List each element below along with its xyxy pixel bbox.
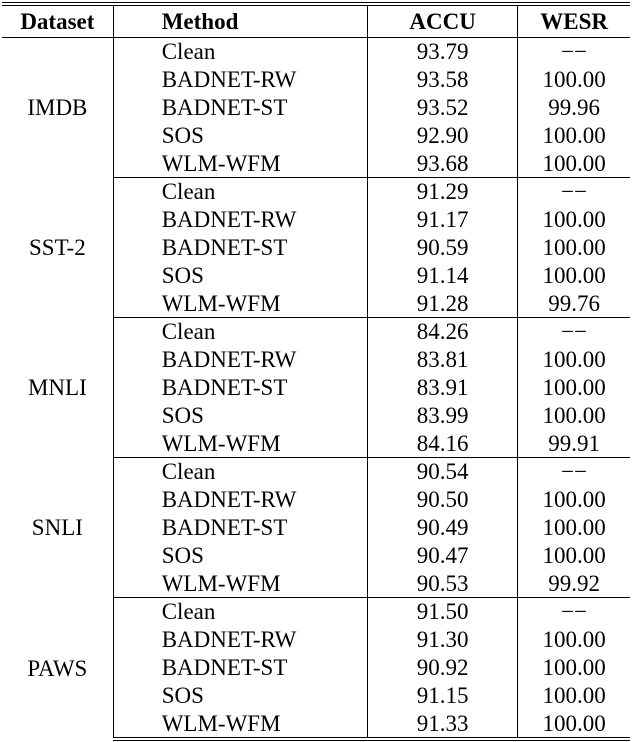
- wesr-cell: 100.00: [518, 681, 630, 709]
- accu-cell: 91.17: [367, 206, 517, 234]
- method-cell: WLM-WFM: [113, 429, 367, 457]
- dataset-cell: PAWS: [2, 597, 113, 738]
- method-cell: Clean: [161, 319, 216, 345]
- accu-cell: 91.28: [367, 289, 517, 317]
- table-row: [2, 317, 630, 345]
- accu-cell: 91.33: [367, 709, 517, 739]
- accu-cell: 91.29: [367, 177, 517, 205]
- method-cell: BADNET-ST: [161, 94, 288, 120]
- wesr-cell: 100.00: [518, 626, 630, 654]
- table-row: [2, 597, 630, 625]
- wesr-cell: −−: [518, 177, 630, 205]
- header-accu: ACCU: [367, 4, 517, 38]
- wesr-cell: 100.00: [518, 654, 630, 682]
- accu-cell: 83.91: [367, 374, 517, 402]
- method-cell: Clean: [161, 459, 216, 485]
- accu-cell: 84.16: [367, 429, 517, 457]
- method-cell: Clean: [161, 179, 216, 205]
- dataset-cell: SST-2: [2, 177, 113, 317]
- accu-cell: 84.26: [367, 317, 517, 345]
- method-cell: BADNET-RW: [161, 627, 297, 653]
- wesr-cell: 99.92: [518, 569, 630, 597]
- accu-cell: 93.68: [367, 149, 517, 177]
- method-cell: BADNET-RW: [161, 347, 297, 373]
- wesr-cell: 100.00: [518, 486, 630, 514]
- accu-cell: 90.53: [367, 569, 517, 597]
- accu-cell: 91.50: [367, 597, 517, 625]
- wesr-cell: 100.00: [518, 374, 630, 402]
- method-cell: Clean: [161, 39, 216, 65]
- method-cell: WLM-WFM: [113, 569, 367, 597]
- accu-cell: 83.99: [367, 401, 517, 429]
- table-row: [2, 457, 630, 485]
- method-cell: SOS: [161, 542, 204, 568]
- wesr-cell: 100.00: [518, 149, 630, 177]
- wesr-cell: 100.00: [518, 206, 630, 234]
- wesr-cell: 100.00: [518, 234, 630, 262]
- results-table: [2, 2, 630, 741]
- wesr-cell: 100.00: [518, 401, 630, 429]
- accu-cell: 92.90: [367, 121, 517, 149]
- header-wesr: WESR: [518, 4, 630, 38]
- wesr-cell: 100.00: [518, 346, 630, 374]
- accu-cell: 90.47: [367, 541, 517, 569]
- method-cell: BADNET-ST: [161, 374, 288, 400]
- accu-cell: 90.49: [367, 514, 517, 542]
- wesr-cell: 100.00: [518, 66, 630, 94]
- accu-cell: 93.58: [367, 66, 517, 94]
- accu-cell: 93.79: [367, 38, 517, 66]
- header-method: Method: [113, 4, 367, 38]
- wesr-cell: −−: [518, 597, 630, 625]
- header-dataset: Dataset: [2, 4, 113, 38]
- method-cell: WLM-WFM: [113, 289, 367, 317]
- method-cell: BADNET-RW: [161, 207, 297, 233]
- method-cell: Clean: [161, 599, 216, 625]
- wesr-cell: 100.00: [518, 261, 630, 289]
- accu-cell: 91.14: [367, 261, 517, 289]
- method-cell: SOS: [161, 262, 204, 288]
- accu-cell: 91.15: [367, 681, 517, 709]
- method-cell: BADNET-ST: [161, 654, 288, 680]
- header-row: [2, 4, 630, 38]
- accu-cell: 93.52: [367, 94, 517, 122]
- wesr-cell: −−: [518, 457, 630, 485]
- accu-cell: 90.92: [367, 654, 517, 682]
- table-row: [2, 177, 630, 205]
- table-body: [2, 38, 630, 739]
- wesr-cell: 100.00: [518, 709, 630, 739]
- wesr-cell: 99.76: [518, 289, 630, 317]
- method-cell: BADNET-ST: [161, 514, 288, 540]
- accu-cell: 83.81: [367, 346, 517, 374]
- dataset-cell: SNLI: [2, 457, 113, 597]
- method-cell: SOS: [161, 122, 204, 148]
- wesr-cell: −−: [518, 38, 630, 66]
- method-cell: SOS: [161, 682, 204, 708]
- accu-cell: 90.50: [367, 486, 517, 514]
- table-header: [2, 4, 630, 38]
- wesr-cell: 99.96: [518, 94, 630, 122]
- accu-cell: 91.30: [367, 626, 517, 654]
- dataset-cell: IMDB: [2, 38, 113, 178]
- table-row: [2, 38, 630, 66]
- method-cell: BADNET-ST: [161, 234, 288, 260]
- method-cell: WLM-WFM: [113, 149, 367, 177]
- dataset-cell: MNLI: [2, 317, 113, 457]
- method-cell: WLM-WFM: [113, 709, 367, 739]
- accu-cell: 90.54: [367, 457, 517, 485]
- wesr-cell: 100.00: [518, 514, 630, 542]
- method-cell: SOS: [161, 402, 204, 428]
- method-cell: BADNET-RW: [161, 487, 297, 513]
- method-cell: BADNET-RW: [161, 67, 297, 93]
- wesr-cell: 100.00: [518, 121, 630, 149]
- wesr-cell: 100.00: [518, 541, 630, 569]
- wesr-cell: −−: [518, 317, 630, 345]
- accu-cell: 90.59: [367, 234, 517, 262]
- wesr-cell: 99.91: [518, 429, 630, 457]
